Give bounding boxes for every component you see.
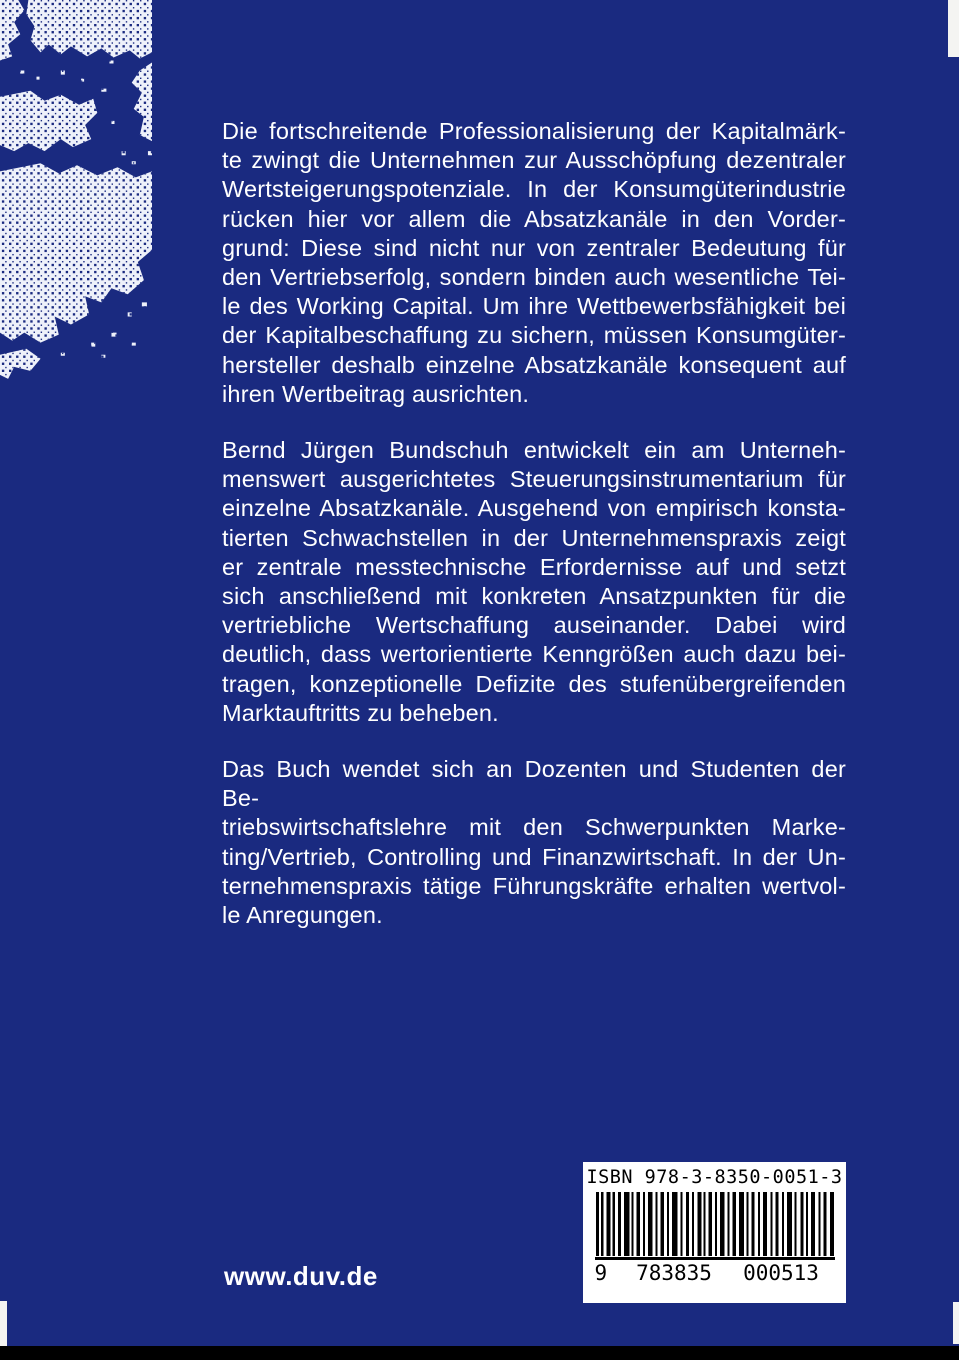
ean-barcode	[596, 1192, 834, 1256]
scan-edge-artifact	[0, 1301, 7, 1346]
scan-edge-artifact	[948, 0, 959, 57]
isbn-block	[583, 1162, 846, 1303]
barcode-baseline	[595, 1257, 835, 1260]
ean-lead-digit: 9	[594, 1261, 608, 1285]
ean-group-2: 000513	[743, 1261, 819, 1285]
blurb-paragraph-3: Das Buch wendet sich an Dozenten und Studenten der Be- triebswirtschaftslehre mit den Schwerpunkten Marke- ting/Vertrieb, Controlling und Finanzwirtschaft. In der Un- ternehmenspraxis tätige Führungskräfte erhalten wertvol- le Anregungen.	[222, 756, 846, 929]
scan-bottom-border	[0, 1346, 959, 1360]
blurb-paragraph-2: Bernd Jürgen Bundschuh entwickelt ein am Unterneh- menswert ausgerichtetes Steuerungsinstrumentarium für einzelne Absatzkanäle. Ausgehend von empirisch konsta- tierten Schwachstellen in der Unternehmenspraxis zeigt er zentrale messtechnische Erfordernisse auf und setzt sich anschließend mit konkreten Ansatzpunkten für die vertriebliche Wertschaffung auseinander. Dabei wird deutlich, dass wertorientierte Kenngrößen auch dazu bei- tragen, konzeptionelle Defizite des stufenübergreifenden Marktauftritts zu beheben.	[222, 437, 846, 726]
ean-group-1: 783835	[636, 1261, 712, 1285]
isbn-label: ISBN 978-3-8350-0051-3	[586, 1167, 843, 1188]
publisher-website: www.duv.de	[224, 1261, 378, 1291]
ean-number	[595, 1261, 835, 1285]
world-map-graphic	[0, 0, 152, 388]
blurb-text	[222, 117, 846, 957]
scan-edge-artifact	[953, 1302, 959, 1344]
blurb-paragraph-1: Die fortschreitende Professionalisierung der Kapitalmärk- te zwingt die Unternehmen zur Ausschöpfung dezentraler Wertsteigerungspotenziale. In der Konsumgüterindustrie rücken hier vor allem die Absatzkanäle in den Vorder- grund: Diese sind nicht nur von zentraler Bedeutung für den Vertriebserfolg, sondern binden auch wesentliche Tei- le des Working Capital. Um ihre Wettbewerbsfähigkeit bei der Kapitalbeschaffung zu sichern, müssen Konsumgüter- hersteller deshalb einzelne Absatzkanäle konsequent auf ihren Wertbeitrag ausrichten.	[222, 118, 846, 407]
